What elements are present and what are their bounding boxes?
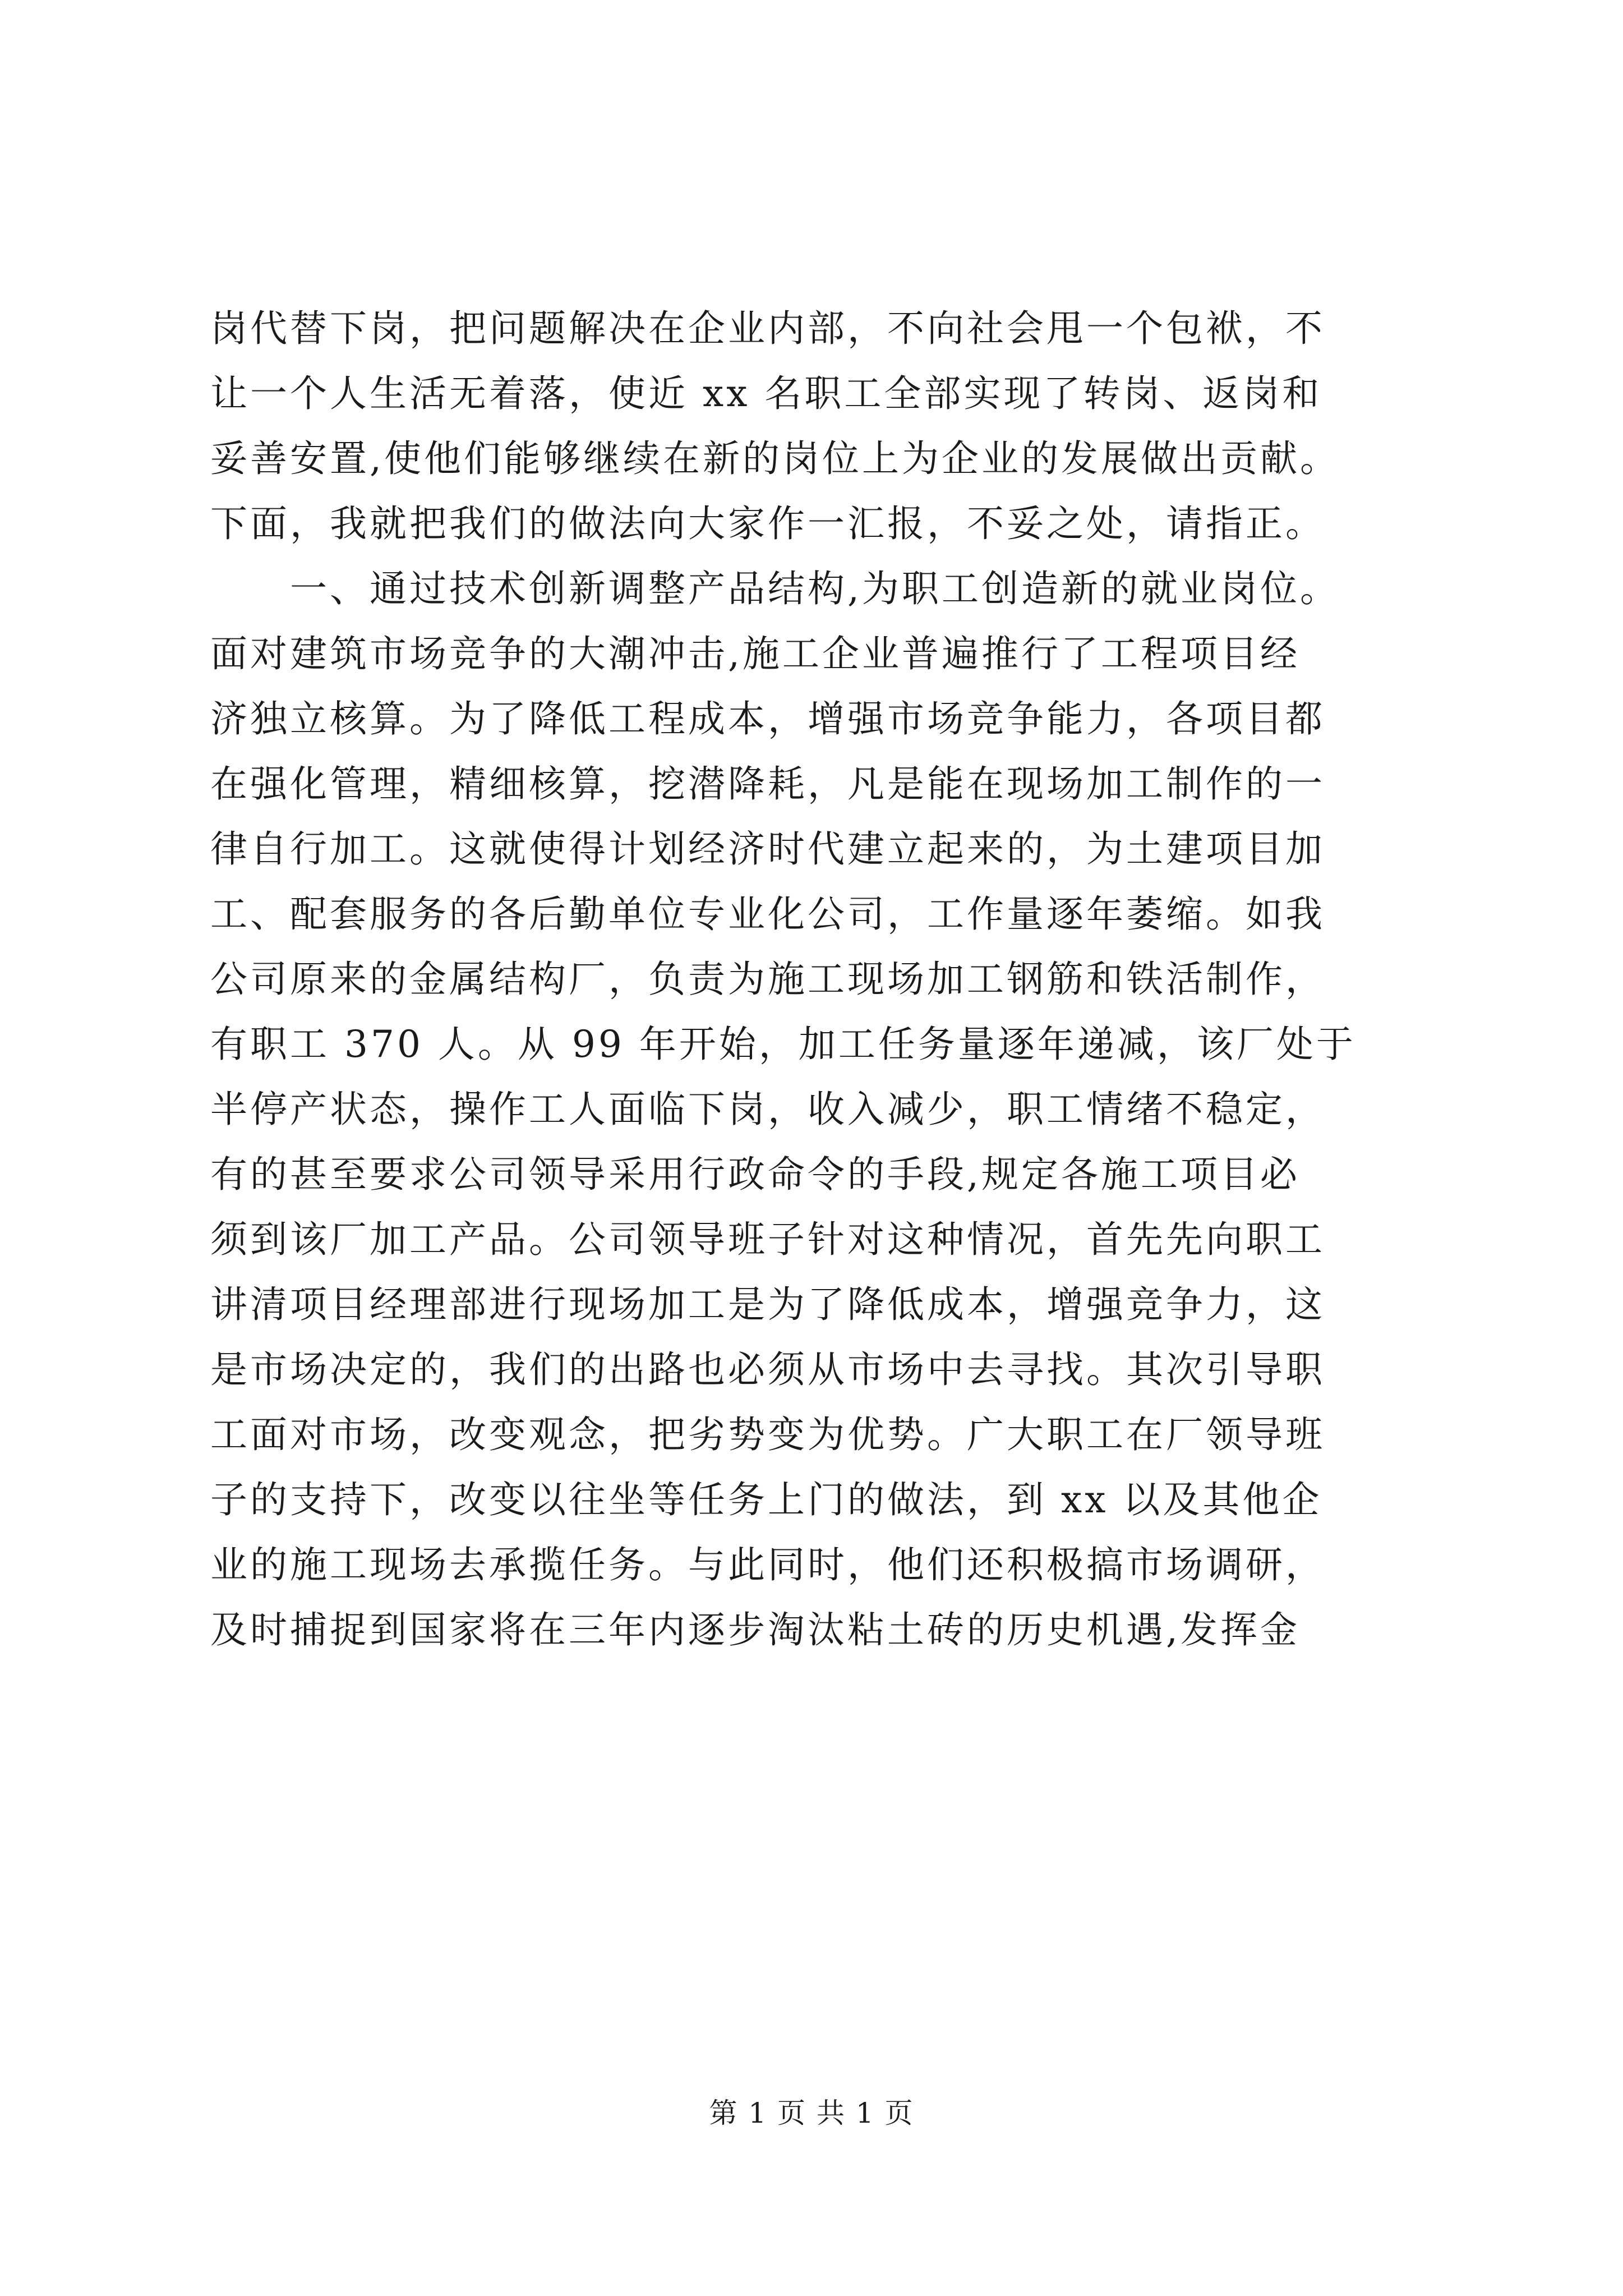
text-line: 工面对市场，改变观念，把劣势变为优势。广大职工在厂领导班 xyxy=(210,1413,1325,1456)
text-line: 岗代替下岗，把问题解决在企业内部，不向社会甩一个包袱，不 xyxy=(210,307,1325,350)
text-line: 妥善安置,使他们能够继续在新的岗位上为企业的发展做出贡献。 xyxy=(210,437,1340,480)
text-line: 公司原来的金属结构厂，负责为施工现场加工钢筋和铁活制作， xyxy=(210,958,1325,1001)
text-line: 面对建筑市场竞争的大潮冲击,施工企业普遍推行了工程项目经 xyxy=(210,632,1300,675)
page-footer xyxy=(0,2093,1623,2133)
text-line: 律自行加工。这就使得计划经济时代建立起来的，为土建项目加 xyxy=(210,827,1325,871)
document-body xyxy=(210,296,1444,1663)
text-line: 及时捕捉到国家将在三年内逐步淘汰粘土砖的历史机遇,发挥金 xyxy=(210,1608,1300,1651)
text-line: 有职工 370 人。从 99 年开始，加工任务量逐年递减，该厂处于 xyxy=(210,1023,1356,1066)
text-line: 是市场决定的，我们的出路也必须从市场中去寻找。其次引导职 xyxy=(210,1348,1325,1391)
text-line: 在强化管理，精细核算，挖潜降耗，凡是能在现场加工制作的一 xyxy=(210,762,1325,806)
text-line: 半停产状态，操作工人面临下岗，收入减少，职工情绪不稳定， xyxy=(210,1088,1325,1131)
text-line: 济独立核算。为了降低工程成本，增强市场竞争能力，各项目都 xyxy=(210,697,1325,740)
text-line: 须到该厂加工产品。公司领导班子针对这种情况，首先先向职工 xyxy=(210,1218,1325,1261)
text-line: 讲清项目经理部进行现场加工是为了降低成本，增强竞争力，这 xyxy=(210,1283,1325,1326)
text-line: 有的甚至要求公司领导采用行政命令的手段,规定各施工项目必 xyxy=(210,1153,1300,1196)
text-line: 子的支持下，改变以往坐等任务上门的做法，到 xx 以及其他企 xyxy=(210,1478,1322,1521)
page-number-label: 第 1 页 共 1 页 xyxy=(709,2097,914,2129)
text-line: 工、配套服务的各后勤单位专业化公司，工作量逐年萎缩。如我 xyxy=(210,892,1325,936)
section-heading-line: 一、通过技术创新调整产品结构,为职工创造新的就业岗位。 xyxy=(210,567,1340,610)
text-line: 下面，我就把我们的做法向大家作一汇报，不妥之处，请指正。 xyxy=(210,502,1325,545)
text-line: 业的施工现场去承揽任务。与此同时，他们还积极搞市场调研， xyxy=(210,1543,1325,1586)
text-line: 让一个人生活无着落，使近 xx 名职工全部实现了转岗、返岗和 xyxy=(210,372,1322,415)
